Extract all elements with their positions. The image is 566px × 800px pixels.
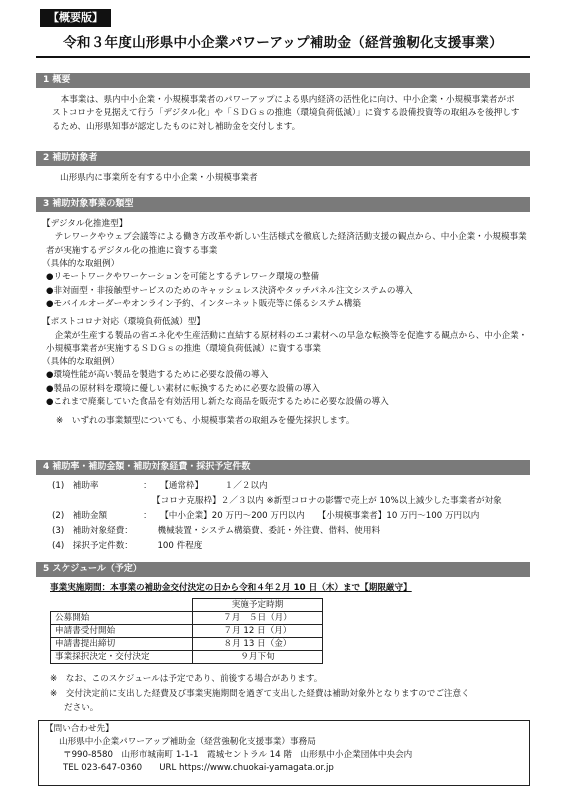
implementation-period: 事業実施期間：本事業の補助金交付決定の日から令和４年２月 10 日（木）まで【期限厳守】	[50, 583, 412, 593]
schedule-date: ８月 13 日（金）	[193, 638, 323, 651]
list-item: ●非対面型・非接触型サービスのためのキャッシュレス決済やタッチパネル注文システムの導入	[46, 285, 413, 296]
expense-label: 補助対象経費：	[72, 526, 133, 536]
list-item: ●これまで廃棄していた食品を有効活用し新たな商品を販売するために必要な設備の導入	[46, 397, 389, 408]
contact-box	[38, 720, 530, 786]
expense-number: (3)	[52, 526, 65, 536]
priority-note: ※ いずれの事業類型についても、小規模事業者の取組みを優先採択します。	[56, 416, 355, 427]
digital-type-text: テレワークやウェブ会議等による働き方改革や新しい生活様式を徹底した経済活動支援の観点から、中小企業・小規模事業者が実施するデジタル化の推進に資する事業	[46, 232, 527, 256]
count-value: 100 件程度	[157, 541, 203, 551]
rate-normal: 【通常枠】 １／２以内	[160, 481, 268, 491]
post-corona-type-text: 企業が生産する製品の省エネ化や生産活動に直結する原材料のエコ素材への早急な転換等を促進する観点から、中小企業・小規模事業者が実施するＳＤＧｓの推進（環境負荷低減）に資する事業	[46, 330, 528, 354]
table-row	[51, 599, 323, 612]
list-item: ●リモートワークやワーケーションを可能とするテレワーク環境の整備	[46, 272, 320, 283]
expense-warning-cont: ださい。	[64, 703, 99, 713]
table-row	[51, 625, 323, 638]
table-row	[51, 651, 323, 664]
expense-row	[52, 525, 380, 538]
table-header: 実施予定時期	[193, 599, 323, 612]
list-item: ●環境性能が高い製品を製造するために必要な設備の導入	[46, 370, 269, 381]
amount-label: 補助金額	[72, 511, 108, 521]
rate-number: (1)	[52, 481, 65, 491]
section-header-overview: 1 概要	[36, 73, 530, 88]
section-header-schedule: 5 スケジュール（予定）	[36, 562, 530, 577]
list-item: ●製品の原材料を環境に優しい素材に転換するために必要な設備の導入	[46, 383, 320, 394]
count-label: 採択予定件数：	[72, 541, 133, 551]
section-header-types: 3 補助対象事業の類型	[36, 197, 530, 212]
schedule-table	[50, 598, 323, 664]
overview-text: 本事業は、県内中小企業・小規模事業者のパワーアップによる県内経済の活性化に向け、中小企業・小規模事業者がポストコロナを見据えて行う「デジタル化」や「ＳＤＧｓの推進（環境負荷低減）」に資する設備投資等の取組みを後押しするため、山形県知事が認定したものに対し補助金を交付します。	[52, 95, 520, 132]
contact-org: 山形県中小企業パワーアップ補助金（経営強靭化支援事業）事務局	[59, 737, 316, 747]
expense-warning: ※ 交付決定前に支出した経費及び事業実施期間を過ぎて支出した経費は補助対象外となりますのでご注意く	[50, 689, 470, 699]
schedule-date: ９月下旬	[193, 651, 323, 664]
expense-value: 機械装置・システム構築費、委託・外注費、借料、使用料	[157, 526, 381, 536]
rate-row	[52, 480, 268, 493]
amount-colon: ：	[143, 511, 152, 521]
contact-title: 【問い合わせ先】	[45, 724, 114, 734]
rate-corona: 【コロナ克服枠】２／３以内 ※新型コロナの影響で売上が 10%以上減少した事業者が対象	[152, 496, 502, 506]
schedule-note: ※ なお、このスケジュールは予定であり、前後する場合があります。	[50, 674, 323, 684]
rate-label: 補助率	[72, 481, 99, 491]
table-row	[51, 638, 323, 651]
overview-badge: 【概要版】	[40, 9, 111, 27]
table-corner	[51, 599, 193, 612]
count-row	[52, 540, 202, 553]
schedule-date: ７月 ５日（月）	[193, 612, 323, 625]
digital-examples-label: （具体的な取組例）	[42, 258, 120, 269]
schedule-item: 申請書受付開始	[51, 625, 193, 638]
schedule-date: ７月 12 日（月）	[193, 625, 323, 638]
title-divider	[36, 56, 530, 58]
amount-row	[52, 510, 479, 523]
list-item: ●モバイルオーダーやオンライン予約、インターネット販売等に係るシステム構築	[46, 298, 361, 309]
schedule-item: 申請書提出締切	[51, 638, 193, 651]
section-header-eligible: 2 補助対象者	[36, 151, 530, 166]
page-title: 令和３年度山形県中小企業パワーアップ補助金（経営強靭化支援事業）	[63, 35, 503, 51]
amount-number: (2)	[52, 511, 65, 521]
table-row	[51, 612, 323, 625]
contact-tel-url: TEL 023-647-0360 URL https://www.chuokai-yamagata.or.jp	[63, 763, 334, 773]
amount-value: 【中小企業】20 万円～200 万円以内 【小規模事業者】10 万円～100 万円以内	[160, 511, 480, 521]
eligible-text: 山形県内に事業所を有する中小企業・小規模事業者	[60, 173, 258, 183]
rate-colon: ：	[143, 481, 152, 491]
count-number: (4)	[52, 541, 65, 551]
section-header-subsidy: 4 補助率・補助金額・補助対象経費・採択予定件数	[36, 460, 530, 475]
types-block	[42, 218, 528, 429]
digital-type-title: 【デジタル化推進型】	[42, 219, 128, 229]
post-corona-type-title: 【ポストコロナ対応（環境負荷低減）型】	[42, 317, 205, 328]
schedule-item: 公募開始	[51, 612, 193, 625]
schedule-item: 事業採択決定・交付決定	[51, 651, 193, 664]
post-corona-examples-label: （具体的な取組例）	[42, 357, 120, 368]
contact-address: 〒990-8580 山形市城南町 1-1-1 霞城セントラル 14 階 山形県中小企業団体中央会内	[63, 750, 413, 760]
